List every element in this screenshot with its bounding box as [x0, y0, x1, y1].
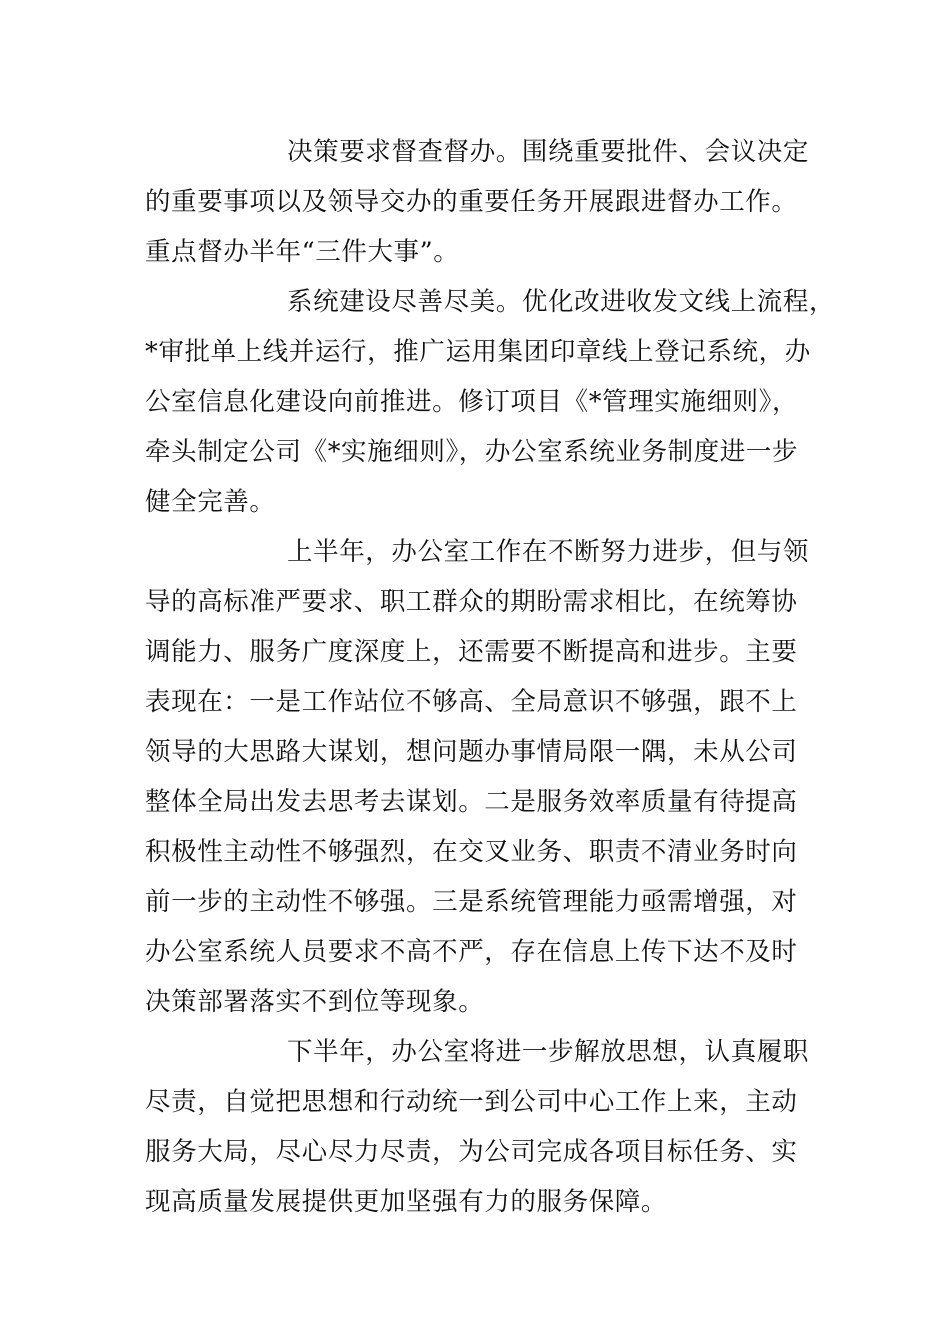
paragraph-3-line-3: 调能力、服务广度深度上，还需要不断提高和进步。主要 — [145, 637, 798, 667]
paragraph-3-line-9: 办公室系统人员要求不高不严，存在信息上传下达不及时 — [145, 937, 798, 967]
paragraph-3-line-7: 积极性主动性不够强烈，在交叉业务、职责不清业务时向 — [145, 837, 798, 867]
paragraph-3-line-2: 导的高标准严要求、职工群众的期盼需求相比，在统筹协 — [145, 587, 798, 617]
paragraph-3-line-4: 表现在：一是工作站位不够高、全局意识不够强，跟不上 — [145, 687, 798, 717]
paragraph-4-line-1: 下半年，办公室将进一步解放思想，认真履职 — [287, 1037, 810, 1067]
paragraph-4-line-4: 现高质量发展提供更加坚强有力的服务保障。 — [145, 1187, 668, 1217]
paragraph-1-line-3: 重点督办半年“三件大事”。 — [145, 237, 460, 267]
paragraph-2-line-3: 公室信息化建设向前推进。修订项目《*管理实施细则》， — [145, 387, 799, 417]
paragraph-3-line-1: 上半年，办公室工作在不断努力进步，但与领 — [287, 537, 810, 567]
paragraph-2-line-4: 牵头制定公司《*实施细则》，办公室系统业务制度进一步 — [145, 437, 799, 467]
paragraph-3-line-5: 领导的大思路大谋划，想问题办事情局限一隅，未从公司 — [145, 737, 798, 767]
paragraph-4-line-2: 尽责，自觉把思想和行动统一到公司中心工作上来，主动 — [145, 1087, 798, 1117]
paragraph-3-line-8: 前一步的主动性不够强。三是系统管理能力亟需增强，对 — [145, 887, 798, 917]
paragraph-3-line-10: 决策部署落实不到位等现象。 — [145, 987, 485, 1017]
paragraph-2-line-1: 系统建设尽善尽美。优化改进收发文线上流程， — [287, 287, 836, 317]
paragraph-2-line-5: 健全完善。 — [145, 487, 276, 517]
paragraph-3-line-6: 整体全局出发去思考去谋划。二是服务效率质量有待提高 — [145, 787, 798, 817]
paragraph-1-line-1: 决策要求督查督办。围绕重要批件、会议决定 — [287, 137, 810, 167]
paragraph-4-line-3: 服务大局，尽心尽力尽责，为公司完成各项目标任务、实 — [145, 1137, 798, 1167]
paragraph-2-line-2: *审批单上线并运行，推广运用集团印章线上登记系统，办 — [145, 337, 811, 367]
paragraph-1-line-2: 的重要事项以及领导交办的重要任务开展跟进督办工作。 — [145, 187, 798, 217]
